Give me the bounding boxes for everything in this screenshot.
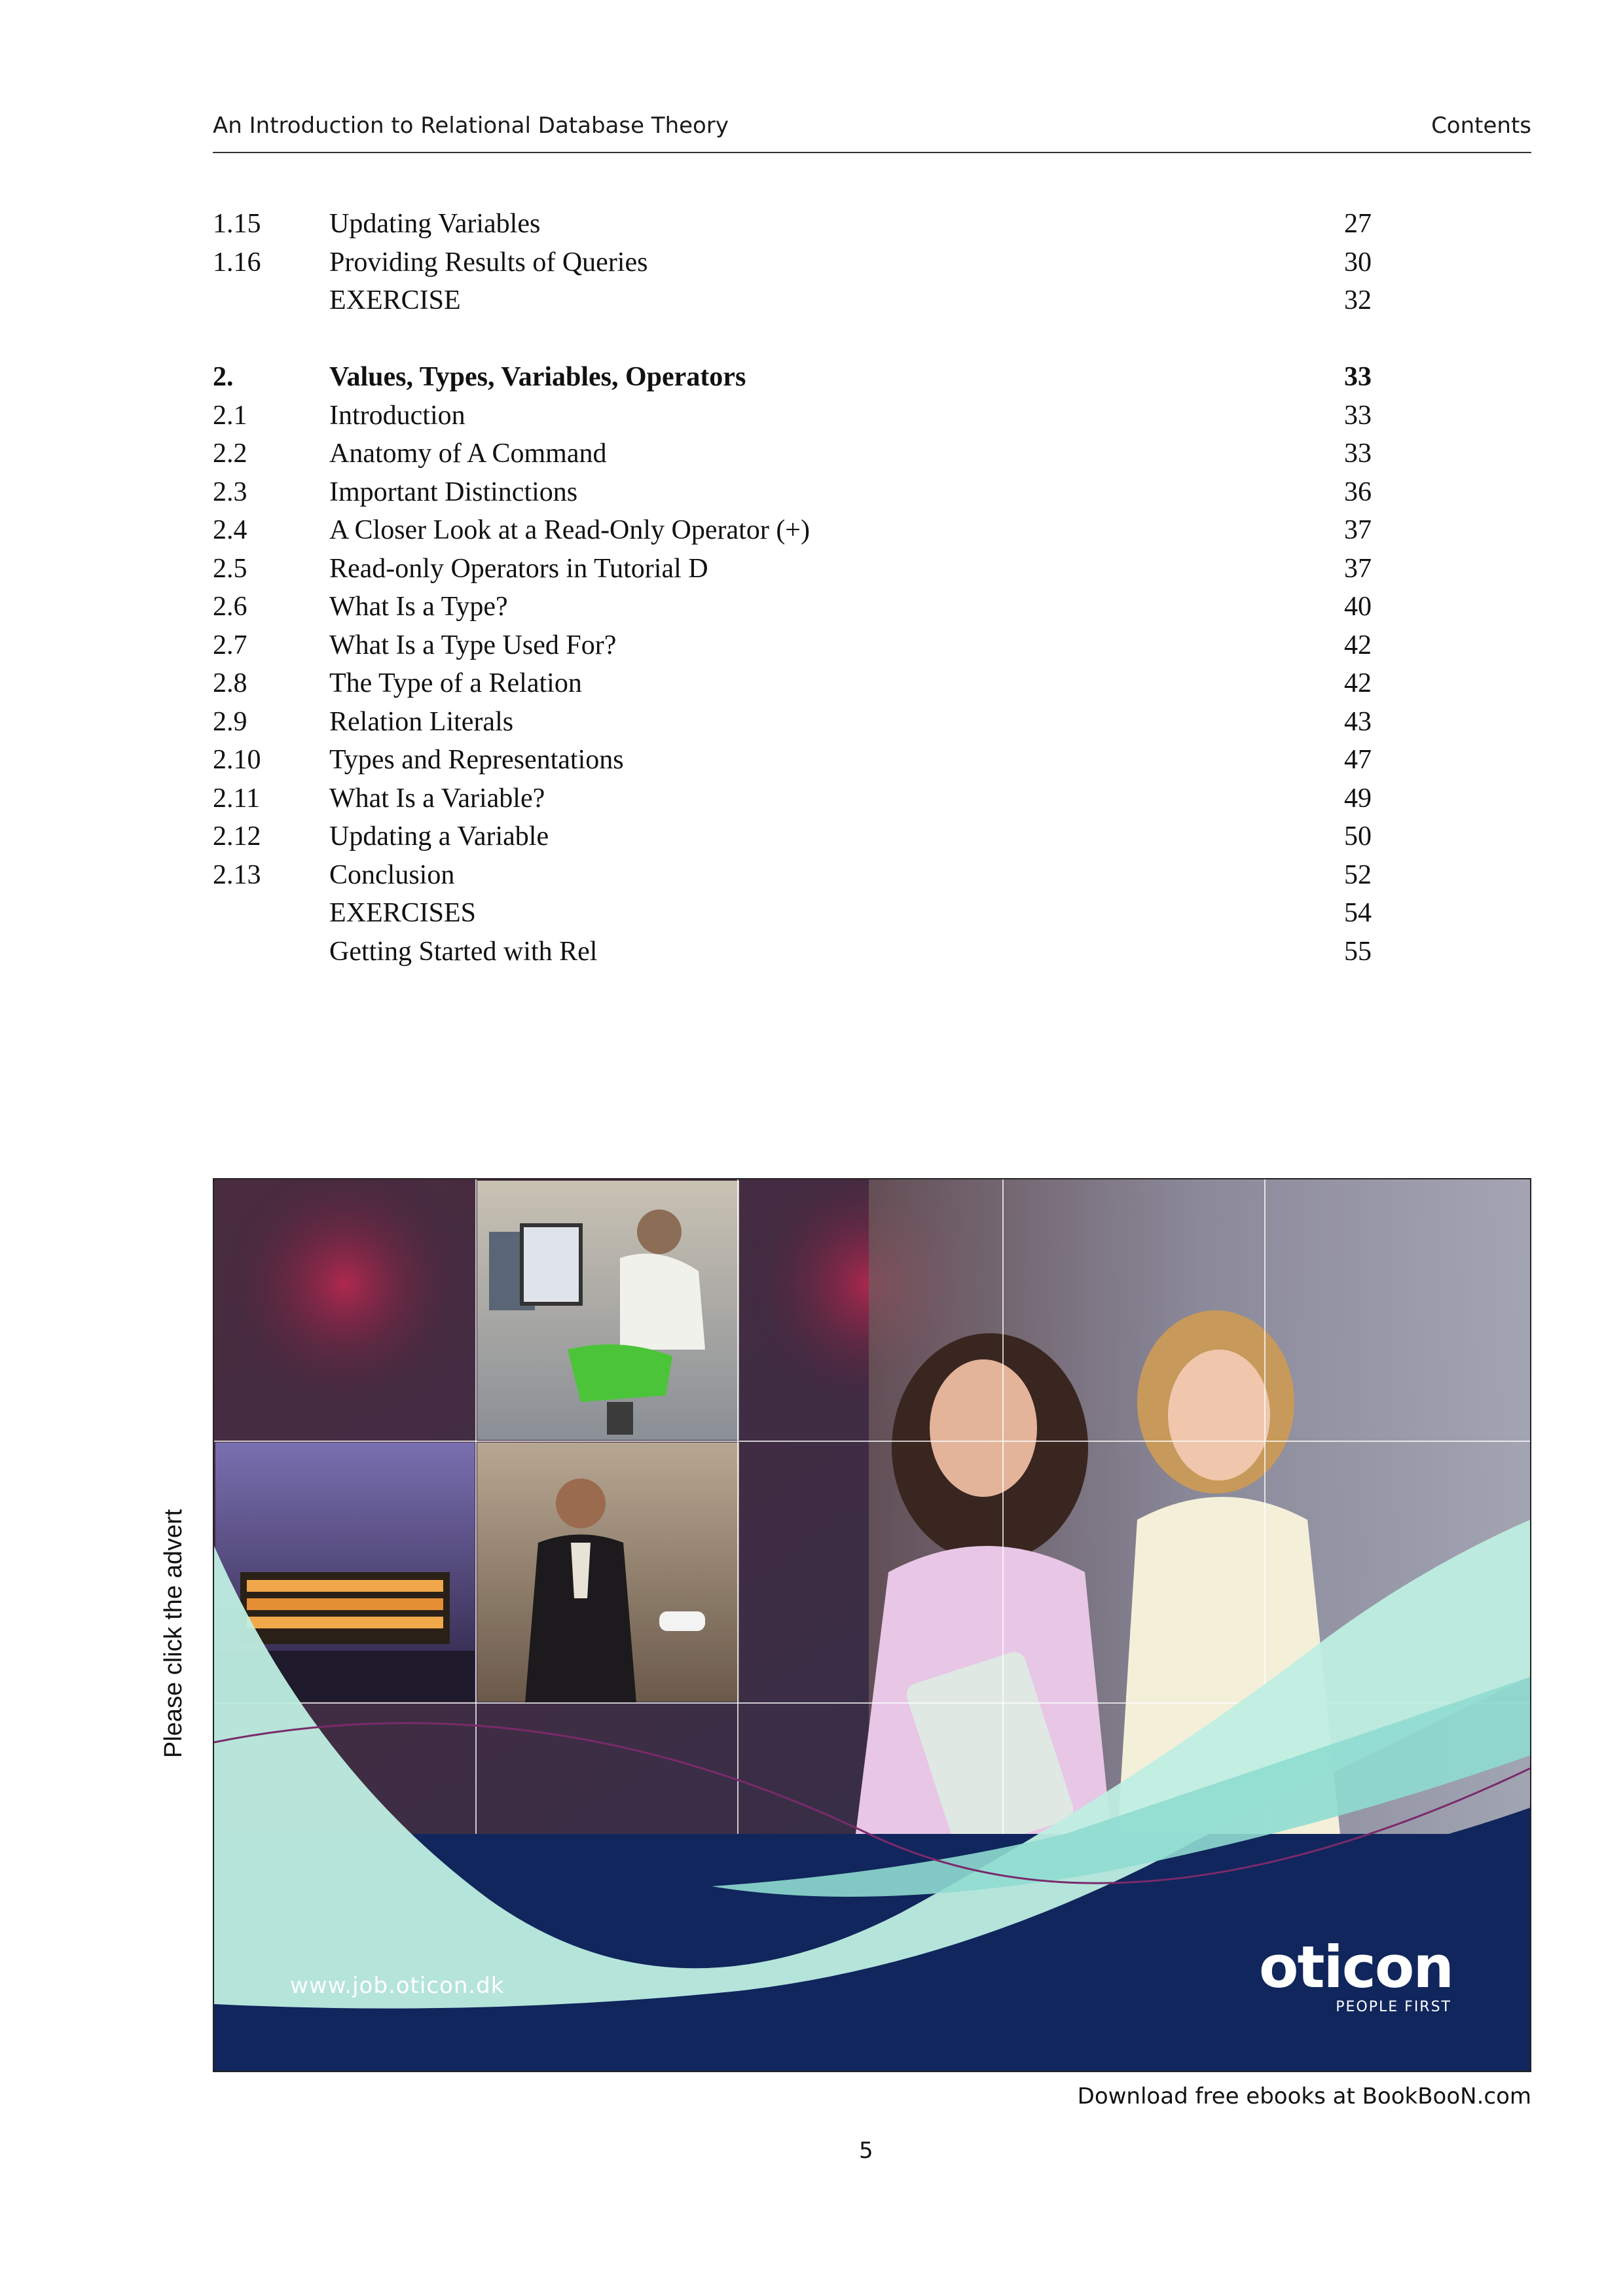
toc-entry[interactable] — [213, 780, 1372, 818]
toc-entry-title: Important Distinctions — [329, 476, 578, 507]
toc-entry-page: 49 — [1344, 783, 1372, 814]
toc-entry-title: What Is a Variable? — [329, 783, 545, 814]
toc-entry[interactable] — [213, 703, 1372, 742]
toc-entry-title: Providing Results of Queries — [329, 247, 648, 278]
toc-entry-title: Getting Started with Rel — [329, 936, 598, 967]
toc-entry[interactable] — [213, 588, 1372, 626]
toc-entry-number: 2.3 — [213, 476, 247, 507]
toc-entry-title: Updating a Variable — [329, 821, 549, 852]
toc-entry[interactable] — [213, 511, 1372, 550]
toc-entry[interactable] — [213, 933, 1372, 971]
toc-entry-number: 2.5 — [213, 553, 247, 584]
toc-entry-page: 27 — [1344, 209, 1372, 239]
advert-side-label: Please click the advert — [160, 1509, 187, 1758]
header-rule — [213, 152, 1531, 153]
toc-entry-title: Conclusion — [329, 859, 455, 890]
toc-entry[interactable] — [213, 473, 1372, 512]
running-header-title: An Introduction to Relational Database Theory — [213, 113, 729, 139]
advert-url-link[interactable]: www.job.oticon.dk — [290, 1973, 505, 1999]
toc-entry-number: 1.16 — [213, 247, 261, 278]
toc-entry-title: What Is a Type Used For? — [329, 630, 617, 660]
toc-entry-number: 1.15 — [213, 209, 261, 239]
toc-entry-page: 37 — [1344, 515, 1372, 545]
toc-entry-title: Read-only Operators in Tutorial D — [329, 553, 708, 584]
toc-entry-page: 47 — [1344, 745, 1372, 775]
toc-entry-title: What Is a Type? — [329, 592, 508, 622]
toc-entry[interactable] — [213, 281, 1372, 320]
toc-entry[interactable] — [213, 894, 1372, 933]
toc-entry-number: 2.13 — [213, 859, 261, 890]
toc-entry[interactable] — [213, 856, 1372, 895]
toc-entry-number: 2. — [213, 362, 234, 392]
toc-entry-number: 2.10 — [213, 745, 261, 775]
toc-entry-title: EXERCISES — [329, 898, 477, 928]
toc-entry-number: 2.9 — [213, 706, 247, 737]
toc-entry-page: 43 — [1344, 706, 1372, 737]
running-header-section: Contents — [1431, 113, 1531, 139]
toc-entry-page: 37 — [1344, 553, 1372, 584]
toc-entry-page: 33 — [1344, 439, 1372, 469]
toc-entry-page: 40 — [1344, 592, 1372, 622]
toc-entry[interactable] — [213, 626, 1372, 665]
toc-spacer — [213, 320, 1372, 359]
toc-entry-page: 36 — [1344, 476, 1372, 507]
download-notice[interactable]: Download free ebooks at BookBooN.com — [1077, 2083, 1531, 2109]
toc-entry-number: 2.6 — [213, 592, 247, 622]
toc-entry-title: Relation Literals — [329, 706, 514, 737]
toc-entry[interactable] — [213, 358, 1372, 397]
oticon-advert[interactable] — [213, 1178, 1531, 2072]
toc-entry-page: 55 — [1344, 936, 1372, 967]
toc-entry-number: 2.7 — [213, 630, 247, 660]
toc-entry-title: The Type of a Relation — [329, 668, 582, 698]
toc-entry-number: 2.2 — [213, 439, 247, 469]
toc-entry-title: Values, Types, Variables, Operators — [329, 362, 746, 392]
toc-entry-title: Updating Variables — [329, 209, 541, 239]
toc-entry-page: 52 — [1344, 859, 1372, 890]
toc-entry-page: 50 — [1344, 821, 1372, 852]
table-of-contents — [213, 205, 1372, 971]
toc-entry-number: 2.1 — [213, 400, 247, 431]
toc-entry-page: 33 — [1344, 362, 1372, 392]
oticon-logo: oticon — [1259, 1933, 1453, 2001]
toc-entry-page: 54 — [1344, 898, 1372, 928]
toc-entry-number: 2.4 — [213, 515, 247, 545]
toc-entry-page: 42 — [1344, 630, 1372, 660]
toc-entry-page: 30 — [1344, 247, 1372, 278]
toc-entry-page: 42 — [1344, 668, 1372, 698]
page-number: 5 — [859, 2138, 873, 2164]
toc-entry-title: A Closer Look at a Read-Only Operator (+) — [329, 515, 810, 545]
toc-entry-number: 2.8 — [213, 668, 247, 698]
toc-entry-title: EXERCISE — [329, 285, 461, 315]
toc-entry-page: 33 — [1344, 400, 1372, 431]
toc-entry[interactable] — [213, 817, 1372, 856]
toc-entry[interactable] — [213, 741, 1372, 780]
toc-entry[interactable] — [213, 664, 1372, 703]
toc-entry-title: Introduction — [329, 400, 465, 431]
toc-entry[interactable] — [213, 550, 1372, 588]
toc-entry-number: 2.11 — [213, 783, 260, 814]
toc-entry-title: Types and Representations — [329, 745, 624, 775]
toc-entry[interactable] — [213, 397, 1372, 435]
oticon-tagline: PEOPLE FIRST — [1336, 1999, 1451, 2015]
toc-entry[interactable] — [213, 205, 1372, 243]
toc-entry-page: 32 — [1344, 285, 1372, 315]
toc-entry-number: 2.12 — [213, 821, 261, 852]
toc-entry[interactable] — [213, 243, 1372, 282]
toc-entry[interactable] — [213, 435, 1372, 473]
toc-entry-title: Anatomy of A Command — [329, 439, 607, 469]
